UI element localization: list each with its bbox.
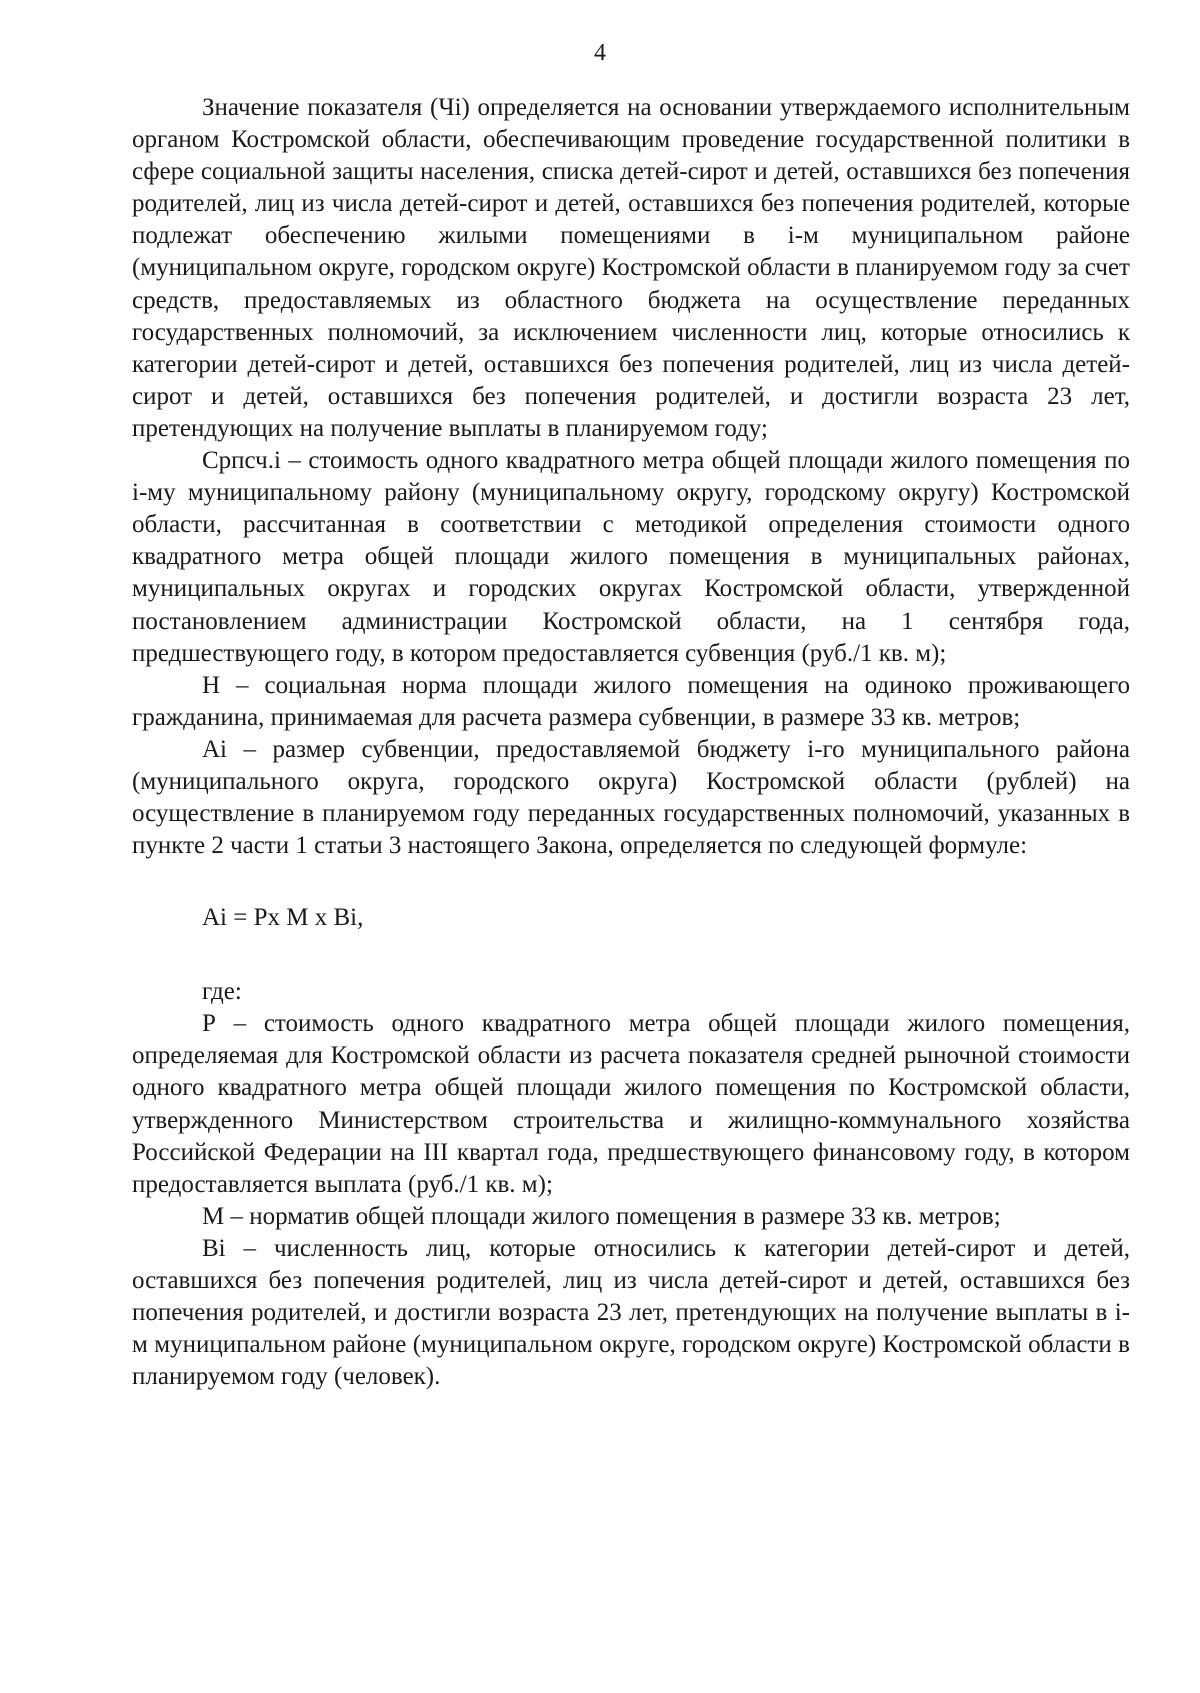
paragraph-ai-definition: Аi – размер субвенции, предоставляемой бюджету i-го муниципального района (муниципального округа, городского округа) Костромской области (рублей) на осуществление в планируемом году переданных государственных полномочий, указанных в пункте 2 части 1 статьи 3 настоящего Закона, определяется по следующей формуле: [132,735,1130,860]
where-label: где: [202,978,242,1006]
paragraph-bi-definition: Вi – численность лиц, которые относились к категории детей-сирот и детей, оставшихся без попечения родителей, лиц из числа детей-сирот и детей, оставшихся без попечения родителей, и достигли возраста 23 лет, претендующих на получение выплаты в i-м муниципальном районе (муниципальном округе, городском округе) Костромской области в планируемом году (человек). [132,1234,1130,1391]
paragraph-p-definition: Р – стоимость одного квадратного метра общей площади жилого помещения, определяемая для Костромской области из расчета показателя средней рыночной стоимости одного квадратного метра общей площади жилого помещения по Костромской области, утвержденного Министерством строительства и жилищно-коммунального хозяйства Российской Федерации на III квартал года, предшествующего финансовому году, в котором предоставляется выплата (руб./1 кв. м); [132,1010,1130,1198]
paragraph-chi-definition: Значение показателя (Чi) определяется на основании утверждаемого исполнительным органом Костромской области, обеспечивающим проведение государственной политики в сфере социальной защиты населения, списка детей-сирот и детей, оставшихся без попечения родителей, лиц из числа детей-сирот и детей, оставшихся без попечения родителей, которые подлежат обеспечению жилыми помещениями в i-м муниципальном районе (муниципальном округе, городском округе) Костромской области в планируемом году за счет средств, предоставляемых из областного бюджета на осуществление переданных государственных полномочий, за исключением численности лиц, которые относились к категории детей-сирот и детей, оставшихся без попечения родителей, лиц из числа детей-сирот и детей, оставшихся без попечения родителей, и достигли возраста 23 лет, претендующих на получение выплаты в планируемом году; [132,94,1130,442]
page-number: 4 [594,40,606,66]
document-body [132,92,1130,1393]
paragraph-n-definition: Н – социальная норма площади жилого помещения на одиноко проживающего гражданина, принимаемая для расчета размера субвенции, в размере 33 кв. метров; [132,671,1130,731]
paragraph-srasch-definition: Српсч.i – стоимость одного квадратного метра общей площади жилого помещения по i-му муниципальному району (муниципальному округу, городскому округу) Костромской области, рассчитанная в соответствии с методикой определения стоимости одного квадратного метра общей площади жилого помещения в муниципальных районах, муниципальных округах и городских округах Костромской области, утвержденной постановлением администрации Костромской области, на 1 сентября года, предшествующего году, в котором предоставляется субвенция (руб./1 кв. м); [132,447,1130,667]
paragraph-m-definition: М – норматив общей площади жилого помещения в размере 33 кв. метров; [202,1202,1001,1230]
formula-ai: Аi = Рх М х Вi, [202,904,364,932]
